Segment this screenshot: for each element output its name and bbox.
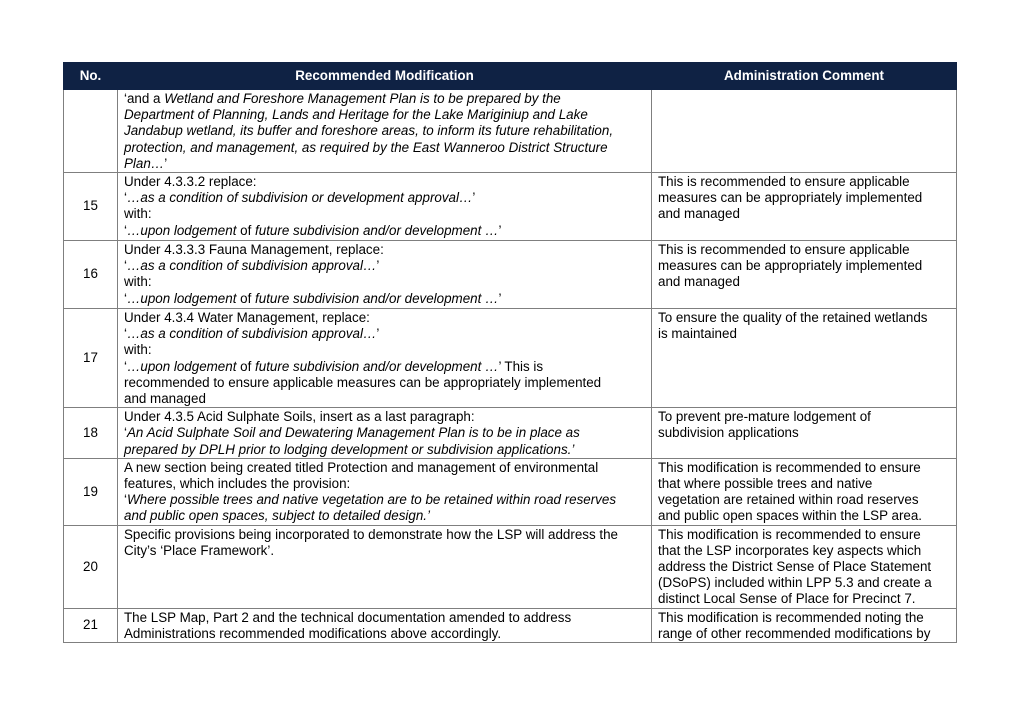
modification-line — [124, 174, 645, 190]
modification-line — [124, 342, 645, 358]
modification-line — [124, 626, 645, 642]
table-row — [64, 241, 957, 309]
modification-line — [124, 359, 645, 375]
recommended-modification-cell — [118, 309, 652, 408]
italic-text: prepared by DPLH prior to lodging development or subdivision applications.’ — [124, 441, 575, 457]
text: of — [240, 290, 256, 306]
text: ‘ — [124, 222, 127, 238]
recommended-modification-cell — [118, 525, 652, 608]
row-number: 17 — [64, 309, 118, 408]
text: with: — [124, 342, 152, 358]
text: of — [240, 358, 256, 374]
modification-line — [124, 460, 645, 476]
modifications-table — [63, 62, 957, 643]
text: Under 4.3.5 Acid Sulphate Soils, insert as a last paragraph: — [124, 409, 475, 425]
italic-text: …as a condition of subdivision or development approval… — [126, 190, 473, 206]
row-number: 20 — [64, 525, 118, 608]
table-row — [64, 408, 957, 459]
italic-text: Plan… — [124, 155, 165, 171]
modification-line — [124, 123, 645, 139]
italic-text: …as a condition of subdivision approval… — [126, 326, 377, 342]
row-number: 18 — [64, 408, 118, 459]
administration-comment-cell — [652, 525, 957, 608]
comment-line: (DSoPS) included within LPP 5.3 and create a — [658, 575, 932, 591]
text: ‘ — [124, 358, 127, 374]
text: ‘and a — [124, 91, 165, 106]
italic-text: …upon lodgement — [126, 358, 241, 374]
modification-line — [124, 425, 645, 441]
modification-line — [124, 291, 645, 307]
table-row — [64, 173, 957, 241]
italic-text: and public open spaces, subject to detailed design.’ — [124, 508, 430, 524]
text: Under 4.3.3.2 replace: — [124, 174, 257, 190]
modification-line — [124, 310, 645, 326]
comment-line: and managed — [658, 206, 740, 222]
comment-line: is maintained — [658, 326, 737, 342]
recommended-modification-cell — [118, 408, 652, 459]
text: recommended to ensure applicable measures can be appropriately implemented — [124, 374, 602, 390]
administration-comment-cell — [652, 241, 957, 309]
text: ‘ — [124, 290, 127, 306]
text: with: — [124, 274, 152, 290]
modification-line — [124, 107, 645, 123]
text: features, which includes the provision: — [124, 476, 351, 492]
italic-text: future subdivision and/or development … — [255, 358, 499, 374]
header-recommended-modification: Recommended Modification — [118, 63, 652, 90]
italic-text: Jandabup wetland, its buffer and foreshore areas, to inform its future rehabilitation, — [124, 123, 614, 139]
administration-comment-cell — [652, 309, 957, 408]
text: ’ — [472, 190, 476, 206]
text: ‘ — [124, 190, 127, 206]
modification-line — [124, 274, 645, 290]
modification-line — [124, 258, 645, 274]
italic-text: protection, and management, as required by the East Wanneroo District Structure — [124, 139, 608, 155]
recommended-modification-cell — [118, 458, 652, 525]
italic-text: An Acid Sulphate Soil and Dewatering Management Plan is to be in place as — [126, 425, 580, 441]
comment-line: This is recommended to ensure applicable — [658, 174, 910, 190]
text: ‘ — [124, 492, 127, 508]
modification-line — [124, 242, 645, 258]
administration-comment-cell — [652, 608, 957, 642]
modification-line — [124, 409, 645, 425]
modification-line — [124, 140, 645, 156]
text: ‘ — [124, 326, 127, 342]
administration-comment-cell — [652, 458, 957, 525]
recommended-modification-cell — [118, 90, 652, 173]
modification-line — [124, 543, 645, 559]
row-number: 19 — [64, 458, 118, 525]
italic-text: …upon lodgement — [126, 290, 241, 306]
recommended-modification-cell — [118, 241, 652, 309]
table-row — [64, 90, 957, 173]
comment-line: subdivision applications — [658, 425, 799, 441]
italic-text: Department of Planning, Lands and Heritage for the Lake Mariginiup and Lake — [124, 107, 588, 123]
italic-text: Wetland and Foreshore Management Plan is to be prepared by the — [164, 91, 561, 106]
text: ’ — [498, 222, 502, 238]
text: The LSP Map, Part 2 and the technical documentation amended to address — [124, 609, 572, 625]
comment-line: To ensure the quality of the retained wetlands — [658, 310, 928, 326]
comment-line: and managed — [658, 274, 740, 290]
row-number: 15 — [64, 173, 118, 241]
italic-text: future subdivision and/or development … — [255, 290, 499, 306]
recommended-modification-cell — [118, 608, 652, 642]
text: ’ — [498, 290, 502, 306]
table-header-row — [64, 63, 957, 90]
row-number: 21 — [64, 608, 118, 642]
modification-line — [124, 206, 645, 222]
text: ’ — [164, 155, 168, 171]
administration-comment-cell — [652, 90, 957, 173]
recommended-modification-cell — [118, 173, 652, 241]
italic-text: …as a condition of subdivision approval… — [126, 258, 377, 274]
table-row — [64, 525, 957, 608]
text: ’ — [376, 326, 380, 342]
text: ‘ — [124, 258, 127, 274]
text: Under 4.3.4 Water Management, replace: — [124, 310, 370, 326]
modification-line — [124, 442, 645, 458]
text: ‘ — [124, 425, 127, 441]
comment-line: that where possible trees and native — [658, 476, 873, 492]
modification-line — [124, 508, 645, 524]
text: with: — [124, 206, 152, 222]
text: ’ This is — [498, 358, 544, 374]
administration-comment-cell — [652, 408, 957, 459]
comment-line: range of other recommended modifications by — [658, 625, 931, 641]
modification-line — [124, 492, 645, 508]
modification-line — [124, 91, 645, 107]
comment-line: measures can be appropriately implemented — [658, 258, 923, 274]
text: and managed — [124, 391, 206, 407]
text: A new section being created titled Protection and management of environmental — [124, 459, 599, 475]
italic-text: …upon lodgement — [126, 222, 241, 238]
table-row — [64, 309, 957, 408]
italic-text: Where possible trees and native vegetation are to be retained within road reserves — [126, 492, 617, 508]
comment-line: that the LSP incorporates key aspects which — [658, 542, 922, 558]
text: City’s ‘Place Framework’. — [124, 542, 275, 558]
modification-line — [124, 375, 645, 391]
comment-line: This modification is recommended to ensure — [658, 526, 921, 542]
modification-line — [124, 156, 645, 172]
modification-line — [124, 223, 645, 239]
header-administration-comment: Administration Comment — [652, 63, 957, 90]
comment-line: This modification is recommended noting the — [658, 609, 924, 625]
comment-line: measures can be appropriately implemented — [658, 190, 923, 206]
comment-line: and public open spaces within the LSP area. — [658, 508, 923, 524]
comment-line: address the District Sense of Place Statement — [658, 559, 932, 575]
table-row — [64, 608, 957, 642]
comment-line: This modification is recommended to ensure — [658, 459, 921, 475]
modification-line — [124, 326, 645, 342]
row-number: 16 — [64, 241, 118, 309]
comment-line: vegetation are retained within road reserves — [658, 492, 919, 508]
modification-line — [124, 610, 645, 626]
modification-line — [124, 190, 645, 206]
text: Under 4.3.3.3 Fauna Management, replace: — [124, 242, 384, 258]
table-body — [64, 90, 957, 643]
header-number: No. — [64, 63, 118, 90]
comment-line: distinct Local Sense of Place for Precinct 7. — [658, 591, 916, 607]
text: Specific provisions being incorporated to demonstrate how the LSP will address the — [124, 526, 618, 542]
administration-comment-cell — [652, 173, 957, 241]
modification-line — [124, 476, 645, 492]
row-number — [64, 90, 118, 173]
comment-line: This is recommended to ensure applicable — [658, 242, 910, 258]
italic-text: future subdivision and/or development … — [255, 222, 499, 238]
table-row — [64, 458, 957, 525]
text: Administrations recommended modifications above accordingly. — [124, 625, 502, 641]
comment-line: To prevent pre-mature lodgement of — [658, 409, 871, 425]
modification-line — [124, 391, 645, 407]
text: ’ — [376, 258, 380, 274]
text: of — [240, 222, 256, 238]
modification-line — [124, 527, 645, 543]
